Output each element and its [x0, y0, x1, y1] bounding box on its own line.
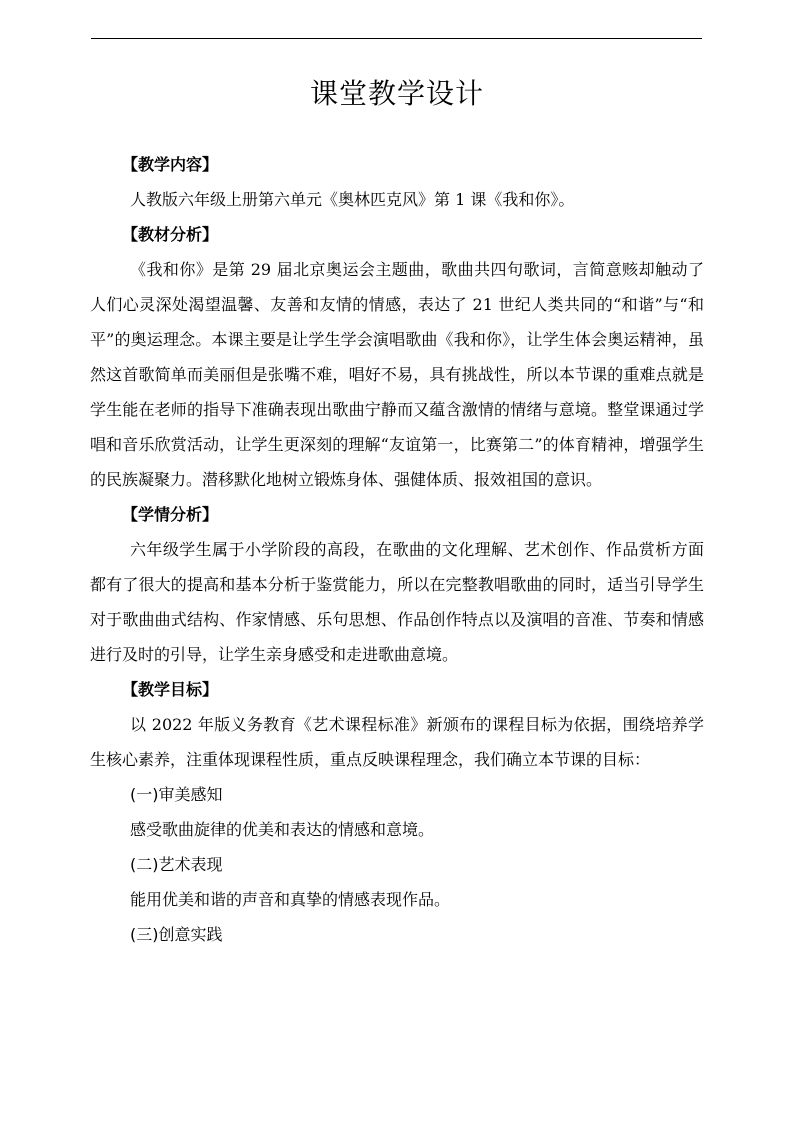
paragraph-content: 人教版六年级上册第六单元《奥林匹克风》第 1 课《我和你》。: [130, 190, 575, 209]
document-body: [90, 147, 704, 952]
paragraph-student-analysis: 六年级学生属于小学阶段的高段，在歌曲的文化理解、艺术创作、作品赏析方面都有了很大的提高和基本分析于鉴赏能力，所以在完整教唱歌曲的同时，适当引导学生对于歌曲曲式结构、作家情感、乐句思想、作品创作特点以及演唱的音准、节奏和情感进行及时的引导，让学生亲身感受和走进歌曲意境。: [90, 540, 704, 664]
objective-label-creative: (三)创意实践: [130, 925, 223, 944]
section-heading-objectives: 【教学目标】: [122, 680, 219, 699]
paragraph-objectives: 以 2022 年版义务教育《艺术课程标准》新颁布的课程目标为依据，围绕培养学生核心素养，注重体现课程性质，重点反映课程理念，我们确立本节课的目标：: [90, 715, 704, 769]
section-heading-material-analysis: 【教材分析】: [122, 225, 219, 244]
paragraph-material-analysis: 《我和你》是第 29 届北京奥运会主题曲，歌曲共四句歌词，言简意赅却触动了人们心灵深处渴望温馨、友善和友情的情感，表达了 21 世纪人类共同的“和谐”与“和平”的奥运理念。本课主要是让学生学会演唱歌曲《我和你》，让学生体会奥运精神，虽然这首歌简单而美丽但是张嘴不难，唱好不易，具有挑战性，所以本节课的重难点就是学生能在老师的指导下准确表现出歌曲宁静而又蕴含激情的情绪与意境。整堂课通过学唱和音乐欣赏活动，让学生更深刻的理解“友谊第一，比赛第二”的体育精神，增强学生的民族凝聚力。潜移默化地树立锻炼身体、强健体质、报效祖国的意识。: [90, 260, 704, 489]
objective-label-artistic: (二)艺术表现: [130, 855, 223, 874]
objective-text-artistic: 能用优美和谐的声音和真挚的情感表现作品。: [130, 890, 451, 909]
objective-text-aesthetic: 感受歌曲旋律的优美和表达的情感和意境。: [130, 820, 435, 839]
section-heading-student-analysis: 【学情分析】: [122, 505, 219, 524]
section-heading-content: 【教学内容】: [122, 155, 219, 174]
header-rule: [91, 38, 702, 39]
page-title: 课堂教学设计: [309, 77, 484, 110]
objective-label-aesthetic: (一)审美感知: [130, 785, 223, 804]
